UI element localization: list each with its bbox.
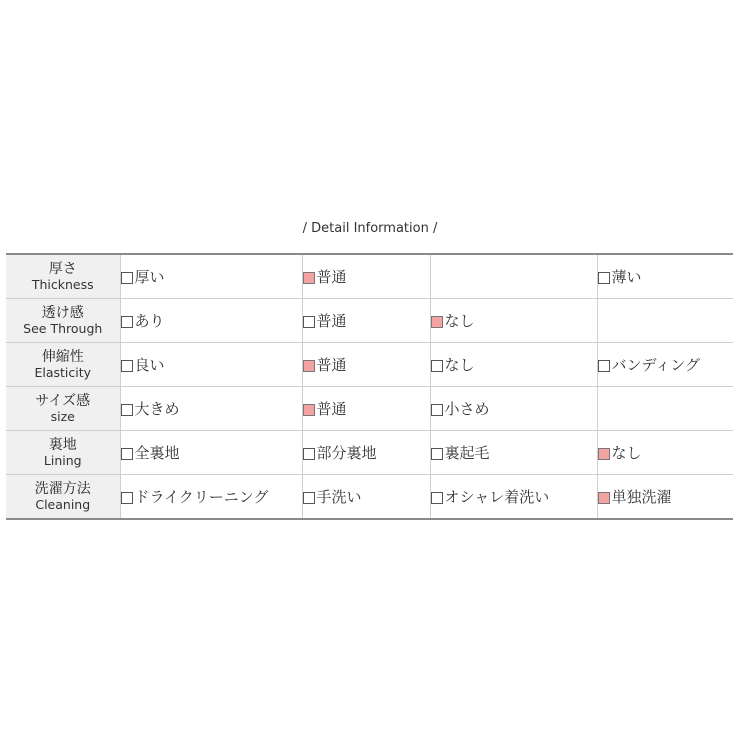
- row-label-english: Thickness: [31, 276, 94, 292]
- option-label: 単独洗濯: [611, 488, 672, 506]
- unchecked-checkbox-icon: [121, 272, 133, 284]
- option-cell: [120, 299, 302, 343]
- checked-checkbox-icon: [431, 316, 443, 328]
- row-label-japanese: 厚さ: [48, 260, 77, 277]
- option-cell: [302, 431, 430, 475]
- option-cell: [597, 431, 733, 475]
- row-label-japanese: 裏地: [48, 436, 77, 453]
- row-label: [6, 254, 120, 299]
- option-label: 部分裏地: [316, 444, 377, 462]
- option-label: 大きめ: [134, 400, 180, 418]
- unchecked-checkbox-icon: [431, 404, 443, 416]
- table-row: [6, 475, 733, 520]
- option-cell: [302, 475, 430, 520]
- option-cell: [430, 343, 597, 387]
- unchecked-checkbox-icon: [121, 404, 133, 416]
- row-label-japanese: サイズ感: [35, 392, 91, 409]
- row-label: [6, 431, 120, 475]
- option-cell: [597, 343, 733, 387]
- option-label: 全裏地: [134, 444, 180, 462]
- option-label: 手洗い: [316, 488, 362, 506]
- table-row: [6, 387, 733, 431]
- option-label: 良い: [134, 356, 165, 374]
- option-cell: [597, 254, 733, 299]
- row-label-japanese: 伸縮性: [41, 348, 84, 365]
- option-label: 普通: [316, 356, 347, 374]
- unchecked-checkbox-icon: [121, 492, 133, 504]
- unchecked-checkbox-icon: [121, 360, 133, 372]
- table-row: [6, 254, 733, 299]
- row-label-english: Lining: [43, 452, 82, 468]
- option-cell: [120, 387, 302, 431]
- row-label-english: Elasticity: [34, 364, 92, 380]
- row-label: [6, 299, 120, 343]
- option-cell: [120, 431, 302, 475]
- option-cell: [120, 254, 302, 299]
- option-cell: [430, 254, 597, 299]
- row-label: [6, 343, 120, 387]
- option-label: 薄い: [611, 268, 642, 286]
- checked-checkbox-icon: [303, 272, 315, 284]
- row-label-japanese: 透け感: [41, 304, 84, 321]
- table-row: [6, 343, 733, 387]
- unchecked-checkbox-icon: [121, 448, 133, 460]
- option-label: オシャレ着洗い: [444, 488, 550, 506]
- unchecked-checkbox-icon: [598, 360, 610, 372]
- unchecked-checkbox-icon: [431, 448, 443, 460]
- detail-information-title: / Detail Information /: [302, 221, 438, 236]
- unchecked-checkbox-icon: [303, 492, 315, 504]
- row-label-english: size: [50, 408, 75, 424]
- unchecked-checkbox-icon: [598, 272, 610, 284]
- unchecked-checkbox-icon: [431, 360, 443, 372]
- unchecked-checkbox-icon: [303, 448, 315, 460]
- checked-checkbox-icon: [598, 448, 610, 460]
- option-cell: [597, 299, 733, 343]
- option-label: 普通: [316, 400, 347, 418]
- option-label: 裏起毛: [444, 444, 490, 462]
- option-cell: [302, 387, 430, 431]
- option-label: なし: [444, 312, 475, 330]
- detail-table-body: [6, 254, 733, 519]
- option-cell: [120, 343, 302, 387]
- option-cell: [120, 475, 302, 520]
- option-cell: [430, 387, 597, 431]
- option-cell: [597, 475, 733, 520]
- option-label: 厚い: [134, 268, 165, 286]
- option-label: 普通: [316, 268, 347, 286]
- detail-information-table: [6, 253, 733, 520]
- option-cell: [430, 431, 597, 475]
- option-label: 小さめ: [444, 400, 490, 418]
- table-row: [6, 431, 733, 475]
- option-cell: [430, 475, 597, 520]
- option-label: 普通: [316, 312, 347, 330]
- unchecked-checkbox-icon: [431, 492, 443, 504]
- option-label: なし: [611, 444, 642, 462]
- option-cell: [302, 254, 430, 299]
- checked-checkbox-icon: [598, 492, 610, 504]
- option-label: あり: [134, 312, 165, 330]
- unchecked-checkbox-icon: [121, 316, 133, 328]
- row-label-japanese: 洗濯方法: [34, 480, 91, 497]
- checked-checkbox-icon: [303, 404, 315, 416]
- unchecked-checkbox-icon: [303, 316, 315, 328]
- option-cell: [302, 343, 430, 387]
- row-label: [6, 387, 120, 431]
- option-cell: [430, 299, 597, 343]
- option-label: バンディング: [611, 356, 701, 374]
- option-cell: [302, 299, 430, 343]
- checked-checkbox-icon: [303, 360, 315, 372]
- option-label: なし: [444, 356, 475, 374]
- table-row: [6, 299, 733, 343]
- row-label-english: Cleaning: [35, 496, 91, 512]
- row-label-english: See Through: [23, 320, 103, 336]
- option-label: ドライクリーニング: [134, 488, 269, 506]
- row-label: [6, 475, 120, 520]
- option-cell: [597, 387, 733, 431]
